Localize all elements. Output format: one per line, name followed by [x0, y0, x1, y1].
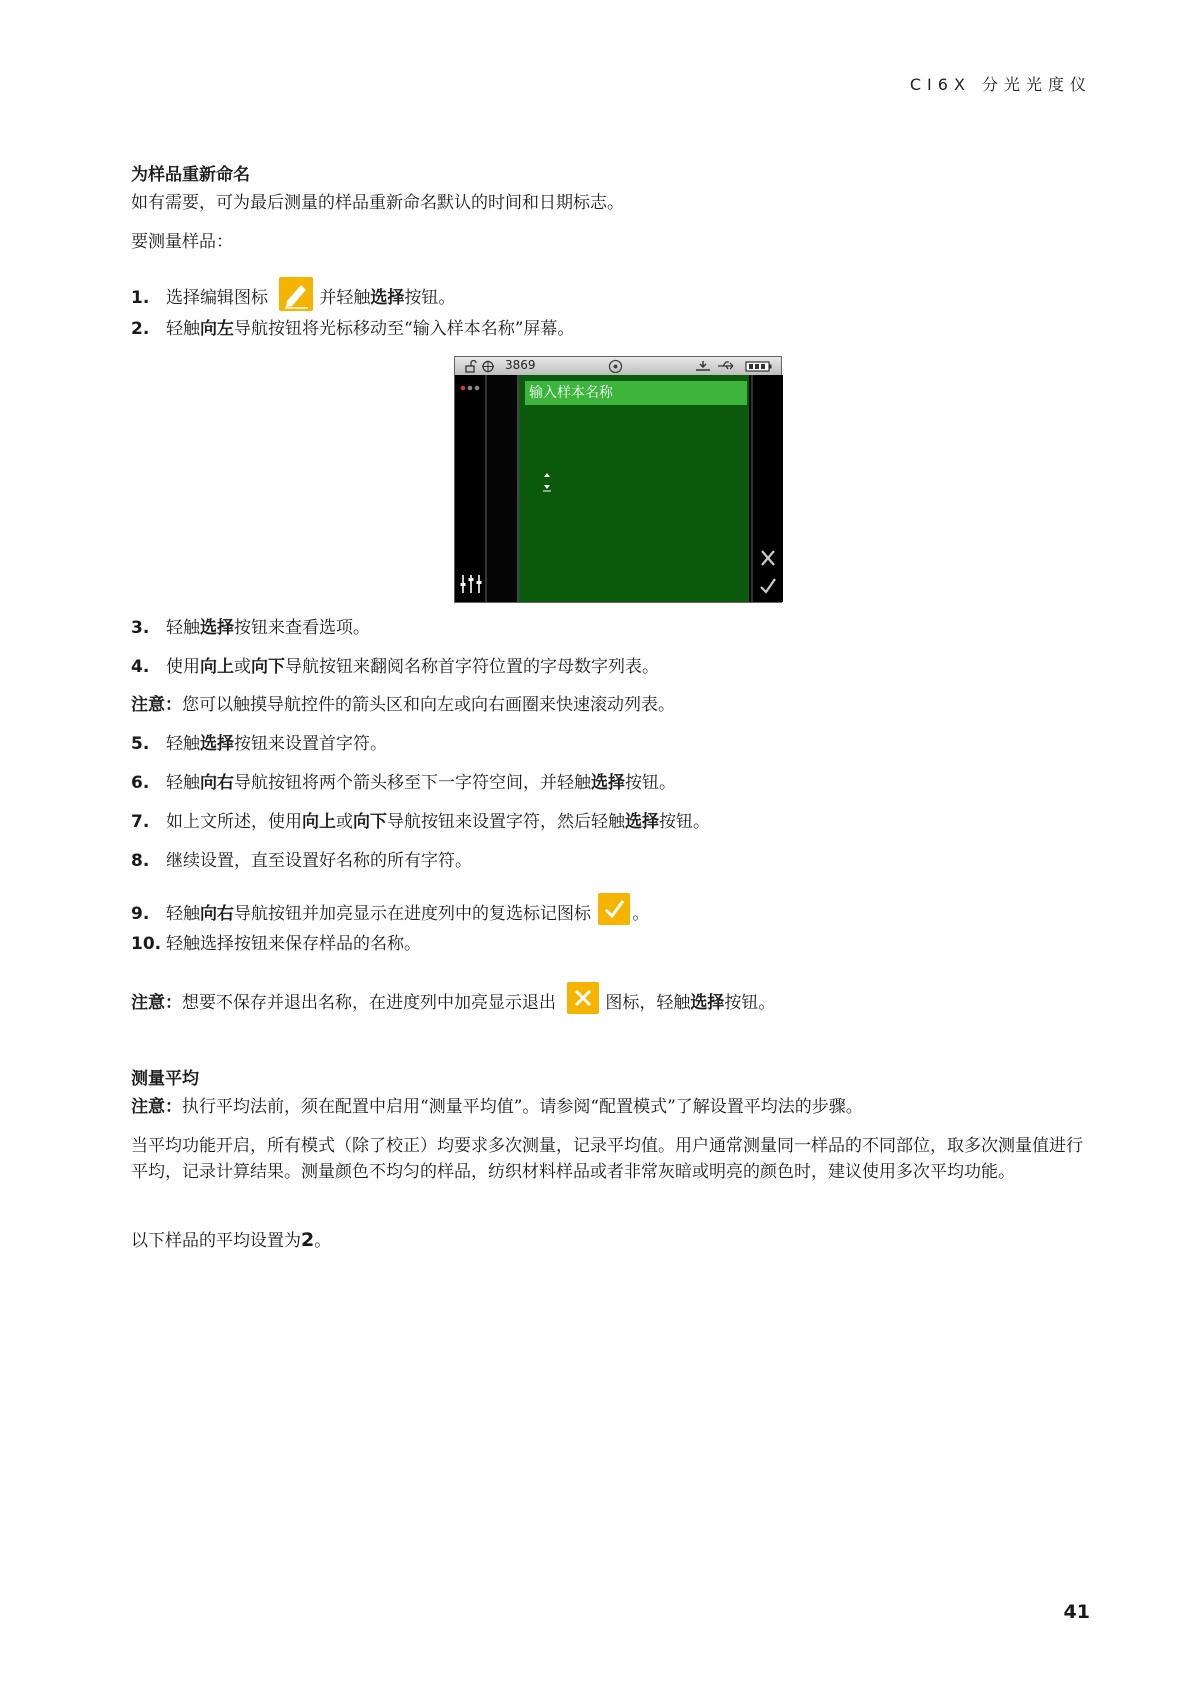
battery-icon: [745, 361, 773, 372]
step-6: 6. 轻触向右导航按钮将两个箭头移至下一字符空间，并轻触选择按钮。: [131, 773, 676, 793]
averaging-note: 注意：执行平均法前，须在配置中启用“测量平均值”。请参阅“配置模式”了解设置平均法的步骤。: [131, 1097, 863, 1117]
download-icon: [695, 360, 711, 372]
name-entry-screen: [519, 375, 749, 602]
close-icon[interactable]: [760, 549, 776, 567]
page-header: CI6X 分光光度仪: [909, 75, 1092, 94]
step-8: 8. 继续设置，直至设置好名称的所有字符。: [131, 851, 472, 871]
status-bar: [455, 357, 781, 375]
lead-text: 要测量样品：: [131, 232, 233, 252]
step-4: 4. 使用向上或向下导航按钮来翻阅名称首字符位置的字母数字列表。: [131, 657, 659, 677]
action-column: [751, 375, 783, 602]
step-1: 1. 选择编辑图标 并轻触选择按钮。: [131, 277, 1091, 312]
color-dots-icon: [460, 385, 482, 391]
step-2: 2. 轻触向左导航按钮将光标移动至“输入样本名称”屏幕。: [131, 319, 575, 339]
page-number: 41: [1063, 1601, 1090, 1623]
step-3: 3. 轻触选择按钮来查看选项。: [131, 618, 370, 638]
sample-name-field[interactable]: 输入样本名称: [525, 381, 747, 405]
up-down-arrows-icon: [541, 471, 553, 493]
note-1: 注意：您可以触摸导航控件的箭头区和向左或向右画圈来快速滚动列表。: [131, 695, 675, 715]
averaging-description: 当平均功能开启，所有模式（除了校正）均要求多次测量，记录平均值。用户通常测量同一样品的不同部位，取多次测量值进行平均，记录计算结果。测量颜色不均匀的样品，纺织材料样品或者非常灰暗或明亮的颜色时，建议使用多次平均功能。: [131, 1136, 1083, 1182]
intro-text: 如有需要，可为最后测量的样品重新命名默认的时间和日期标志。: [131, 193, 624, 213]
averaging-setting: 以下样品的平均设置为2。: [131, 1229, 332, 1251]
left-column: [455, 375, 487, 602]
step-9: 9. 轻触向右导航按钮并加亮显示在进度列中的复选标记图标 。: [131, 893, 1091, 928]
section-title-averaging: 测量平均: [131, 1069, 199, 1089]
sliders-icon: [460, 573, 482, 595]
section-title-rename: 为样品重新命名: [131, 165, 250, 185]
lock-icon: [465, 360, 497, 373]
edit-icon: [279, 277, 313, 311]
step-7: 7. 如上文所述，使用向上或向下导航按钮来设置字符，然后轻触选择按钮。: [131, 812, 710, 832]
exit-icon: [567, 982, 599, 1014]
measure-count: 3869: [505, 358, 536, 372]
device-screen: [454, 356, 782, 603]
progress-column: [487, 375, 519, 602]
step-5: 5. 轻触选择按钮来设置首字符。: [131, 734, 387, 754]
target-icon: [608, 359, 623, 374]
step-10: 10. 轻触选择按钮来保存样品的名称。: [131, 934, 421, 954]
usb-icon: [717, 361, 737, 371]
note-2: 注意：想要不保存并退出名称，在进度列中加亮显示退出 图标，轻触选择按钮。: [131, 982, 1091, 1017]
check-icon[interactable]: [759, 577, 777, 595]
checkmark-icon: [598, 893, 630, 925]
